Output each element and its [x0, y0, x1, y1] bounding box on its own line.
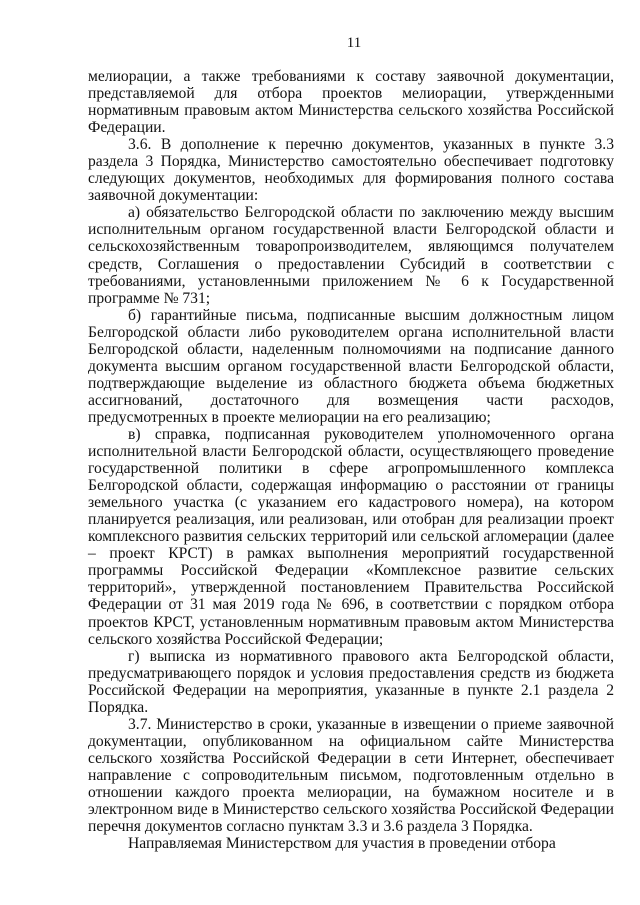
document-body — [88, 68, 614, 852]
paragraph: мелиорации, а также требованиями к составу заявочной документации, представляемой для отбора проектов мелиорации, утвержденными нормативным правовым актом Министерства сельского хозяйства Российской Федерации. — [88, 68, 614, 137]
list-item: б) гарантийные письма, подписанные высшим должностным лицом Белгородской области либо руководителем органа исполнительной власти Белгородской области, наделенным полномочиями на подписание данного документа высшим органом государственной власти Белгородской области, подтверждающие выделение из областного бюджета объема бюджетных ассигнований, достаточного для возмещения части расходов, предусмотренных в проекте мелиорации на его реализацию; — [88, 306, 614, 426]
list-item: г) выписка из нормативного правового акта Белгородской области, предусматривающего порядок и условия предоставления средств из бюджета Российской Федерации на мероприятия, указанные в пункте 2.1 раздела 2 Порядка. — [88, 647, 614, 716]
list-item: в) справка, подписанная руководителем уполномоченного органа исполнительной власти Белгородской области, осуществляющего проведение государственной политики в сфере агропромышленного комплекса Белгородской области, содержащая информацию о расстоянии от границы земельного участка (с указанием его кадастрового номера), на котором планируется реализация, или реализован, или отобран для реализации проект комплексного развития сельских территорий или сельской агломерации (далее – проект КРСТ) в рамках выполнения мероприятий государственной программы Российской Федерации «Комплексное развитие сельских территорий», утвержденной постановлением Правительства Российской Федерации от 31 мая 2019 года № 696, в соответствии с порядком отбора проектов КРСТ, установленным нормативным правовым актом Министерства сельского хозяйства Российской Федерации; — [88, 425, 614, 648]
paragraph: 3.7. Министерство в сроки, указанные в извещении о приеме заявочной документации, опубликованном на официальном сайте Министерства сельского хозяйства Российской Федерации в сети Интернет, обеспечивает направление с сопроводительным письмом, подготовленным отдельно в отношении каждого проекта мелиорации, на бумажном носителе и в электронном виде в Министерство сельского хозяйства Российской Федерации перечня документов согласно пунктам 3.3 и 3.6 раздела 3 Порядка. — [88, 715, 614, 836]
paragraph: 3.6. В дополнение к перечню документов, указанных в пункте 3.3 раздела 3 Порядка, Министерство самостоятельно обеспечивает подготовку следующих документов, необходимых для формирования полного состава заявочной документации: — [88, 136, 614, 205]
paragraph: Направляемая Министерством для участия в проведении отбора — [128, 835, 556, 853]
page-number: 11 — [346, 35, 362, 51]
list-item: а) обязательство Белгородской области по заключению между высшим исполнительным органом государственной власти Белгородской области и сельскохозяйственным товаропроизводителем, являющимся получателем средств, Соглашения о предоставлении Субсидий в соответствии с требованиями, установленными приложением № 6 к Государственной программе № 731; — [88, 204, 614, 307]
